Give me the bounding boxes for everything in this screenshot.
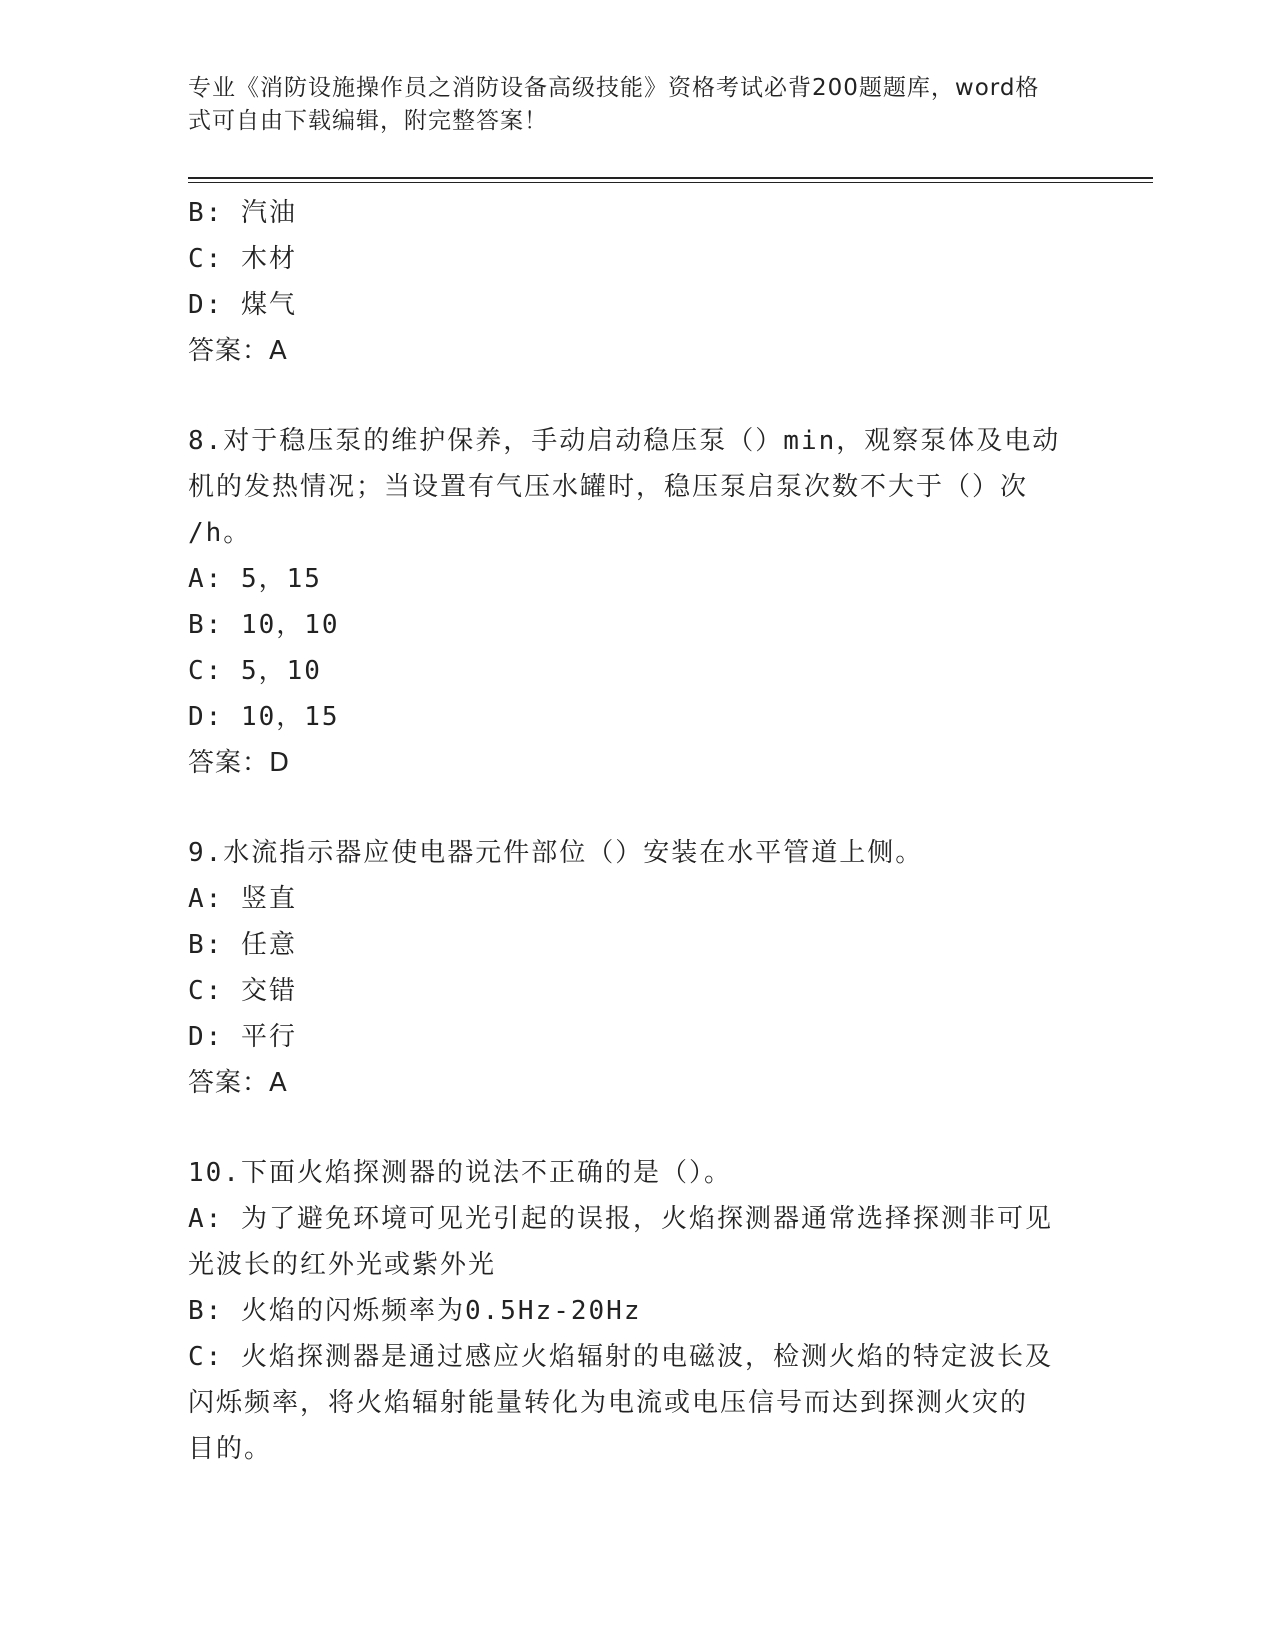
option-a: A: 为了避免环境可见光引起的误报，火焰探测器通常选择探测非可见 xyxy=(188,1204,1053,1234)
header-divider-thick xyxy=(188,177,1153,179)
option-a: A: 竖直 xyxy=(188,884,297,914)
option-c: C: 木材 xyxy=(188,244,297,274)
question-spacer xyxy=(188,786,1068,830)
header-divider-thin xyxy=(188,182,1153,183)
option-b: B: 火焰的闪烁频率为0.5Hz-20Hz xyxy=(188,1296,642,1326)
option-b: B: 任意 xyxy=(188,930,297,960)
question-stem-line: 机的发热情况；当设置有气压水罐时，稳压泵启泵次数不大于（）次 xyxy=(188,472,1029,502)
question-9 xyxy=(188,830,1068,1106)
question-8 xyxy=(188,418,1068,786)
document-header xyxy=(188,72,1068,138)
option-c-continued: 目的。 xyxy=(188,1434,273,1464)
option-a-continued: 光波长的红外光或紫外光 xyxy=(188,1250,497,1280)
answer-label: 答案：A xyxy=(188,1068,288,1098)
option-d: D: 10，15 xyxy=(188,702,340,732)
option-b: B: 汽油 xyxy=(188,198,297,228)
option-c: C: 火焰探测器是通过感应火焰辐射的电磁波，检测火焰的特定波长及 xyxy=(188,1342,1053,1372)
question-10 xyxy=(188,1150,1068,1472)
question-7-tail xyxy=(188,190,1068,374)
answer-label: 答案：A xyxy=(188,336,288,366)
option-c-continued: 闪烁频率，将火焰辐射能量转化为电流或电压信号而达到探测火灾的 xyxy=(188,1388,1029,1418)
option-a: A: 5，15 xyxy=(188,564,322,594)
option-c: C: 交错 xyxy=(188,976,297,1006)
answer-label: 答案：D xyxy=(188,748,291,778)
question-spacer xyxy=(188,374,1068,418)
question-stem-line: 10.下面火焰探测器的说法不正确的是（）。 xyxy=(188,1158,732,1188)
question-stem-line: 9.水流指示器应使电器元件部位（）安装在水平管道上侧。 xyxy=(188,838,924,868)
question-list xyxy=(188,190,1068,1472)
option-d: D: 平行 xyxy=(188,1022,297,1052)
question-stem-line: /h。 xyxy=(188,518,252,548)
question-stem-line: 8.对于稳压泵的维护保养，手动启动稳压泵（）min，观察泵体及电动 xyxy=(188,426,1061,456)
header-line-2: 式可自由下载编辑，附完整答案！ xyxy=(188,108,548,134)
option-d: D: 煤气 xyxy=(188,290,297,320)
option-c: C: 5，10 xyxy=(188,656,322,686)
question-spacer xyxy=(188,1106,1068,1150)
header-line-1: 专业《消防设施操作员之消防设备高级技能》资格考试必背200题题库，word格 xyxy=(188,75,1040,101)
option-b: B: 10，10 xyxy=(188,610,340,640)
